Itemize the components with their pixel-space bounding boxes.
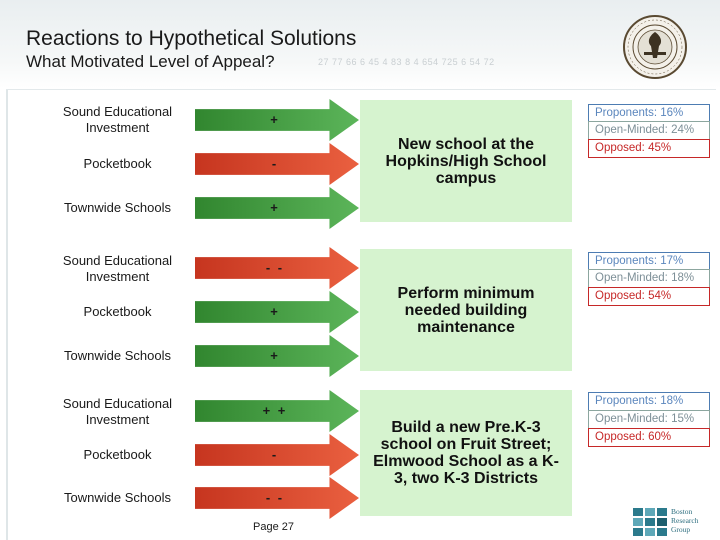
factor-label: Townwide Schools [64,348,171,363]
factor-sign: + [270,200,280,215]
solution-text: New school at the Hopkins/High School campus [385,135,547,187]
open-minded-stat: Open-Minded: 18% [588,269,710,288]
factor-sign: + [270,112,280,127]
solution-text: Build a new Pre.K-3 school on Fruit Street; Elmwood School as a K-3, two K-3 Districts [373,419,559,487]
factor-sign: + + [262,403,288,418]
solution-box [360,100,572,222]
header-divider [6,89,716,90]
factor-label: Pocketbook [83,447,152,462]
factor-label: Townwide Schools [64,200,171,215]
logo-line: Group [671,525,691,534]
open-minded-stat: Open-Minded: 24% [588,121,710,140]
open-minded-stat: Open-Minded: 15% [588,410,710,429]
slide-title: Reactions to Hypothetical Solutions [26,27,357,50]
proponents-stat: Proponents: 17% [588,252,710,271]
factor-label: Sound Educational Investment [62,396,173,427]
proponents-stat: Proponents: 16% [588,104,710,123]
logo-wordmark [671,507,698,534]
background-watermark-numbers: 27 77 66 6 45 4 83 8 4 654 725 6 54 72 [318,57,495,67]
factor-label: Pocketbook [83,156,152,171]
factor-sign: - [271,447,279,462]
factor-sign: - - [265,490,285,505]
factor-label: Sound Educational Investment [62,104,173,135]
factor-label: Townwide Schools [64,490,171,505]
slide-header [0,0,720,88]
factor-sign: - [271,156,279,171]
solution-box [360,249,572,371]
boston-research-group-logo-icon [633,508,669,536]
logo-line: Boston [671,507,693,516]
town-seal-icon [622,14,688,80]
factor-sign: - - [265,260,285,275]
factor-label: Pocketbook [83,304,152,319]
proponents-stat: Proponents: 18% [588,392,710,411]
factor-label: Sound Educational Investment [62,253,173,284]
slide-subtitle: What Motivated Level of Appeal? [26,52,275,71]
logo-line: Research [671,516,699,525]
factor-sign: + [270,348,280,363]
opposed-stat: Opposed: 45% [588,139,710,158]
opposed-stat: Opposed: 60% [588,428,710,447]
opposed-stat: Opposed: 54% [588,287,710,306]
factor-sign: + [270,304,280,319]
page-number: Page 27 [253,521,294,533]
solution-box [360,390,572,516]
solution-text: Perform minimum needed building maintenance [397,284,535,336]
left-margin-rule [6,90,8,540]
